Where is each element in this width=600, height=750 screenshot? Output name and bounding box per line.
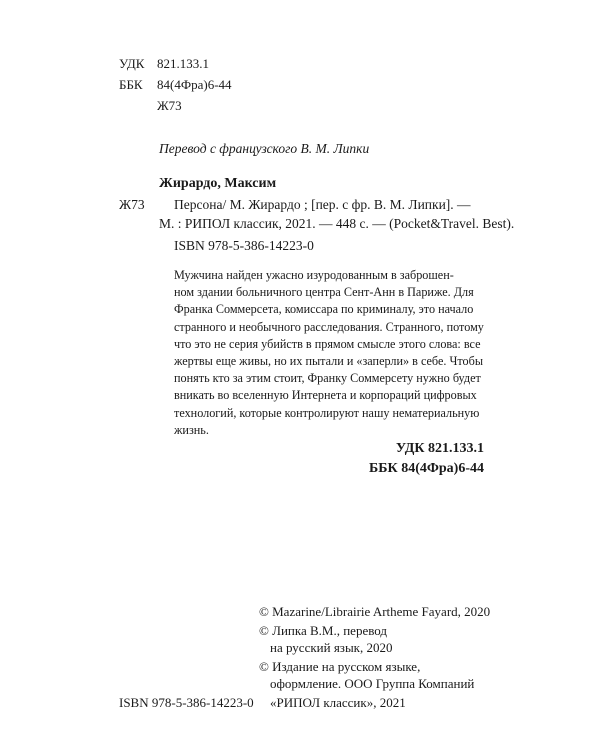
annotation-line: Мужчина найден ужасно изуродованным в заброшен- [174, 268, 454, 282]
copyright-translation-2: на русский язык, 2020 [270, 640, 393, 655]
udk-value: 821.133.1 [157, 56, 209, 71]
udk-bold: УДК 821.133.1 [395, 441, 484, 456]
annotation-line: странного и необычного расследования. Странного, потому [174, 319, 484, 334]
copyright-publisher: © Mazarine/Librairie Artheme Fayard, 2020 [259, 604, 491, 619]
annotation-line: технологий, которые контролируют нашу нематериальную [174, 405, 480, 420]
bbk-bold: ББК 84(4Фра)6-44 [369, 461, 484, 476]
author-mark-top: Ж73 [157, 98, 182, 113]
catalog-line-1: Персона/ М. Жирардо ; [пер. с фр. В. М. Липки]. — [174, 197, 471, 212]
annotation-line: вникать во вселенную Интернета и корпораций цифровых [174, 388, 477, 403]
isbn-bottom: ISBN 978-5-386-14223-0 [119, 695, 254, 710]
copyright-translation-1: © Липка В.М., перевод [259, 623, 388, 638]
bbk-label: ББК [119, 77, 143, 92]
catalog-author: Жирардо, Максим [159, 176, 277, 191]
udk-label: УДК [119, 56, 145, 71]
translator-note: Перевод с французского В. М. Липки [159, 141, 370, 156]
copyright-edition-1: © Издание на русском языке, [259, 659, 421, 674]
catalog-author-mark: Ж73 [119, 197, 145, 212]
bbk-value: 84(4Фра)6-44 [157, 77, 232, 92]
annotation-line: ном здании больничного центра Сент-Анн в Париже. Для [174, 285, 474, 300]
catalog-isbn: ISBN 978-5-386-14223-0 [174, 238, 314, 253]
annotation-line: что это не серия убийств в прямом смысле этого слова: все [174, 336, 481, 351]
annotation-line: жизнь. [174, 422, 209, 437]
catalog-line-2: М. : РИПОЛ классик, 2021. — 448 с. — (Pocket&Travel. Best). [159, 216, 515, 231]
annotation-line: понять кто за этим стоит, Франку Соммерсету нужно будет [174, 371, 481, 386]
copyright-edition-2: оформление. ООО Группа Компаний [270, 676, 475, 691]
annotation-line: Франка Соммерсета, комиссара по криминалу, это начало [174, 302, 474, 317]
classification-block [119, 55, 269, 115]
copyright-edition-3: «РИПОЛ классик», 2021 [270, 695, 406, 710]
annotation-line: жертвы еще живы, но их пытали и «заперли» в себе. Чтобы [174, 354, 484, 369]
annotation [174, 267, 484, 439]
